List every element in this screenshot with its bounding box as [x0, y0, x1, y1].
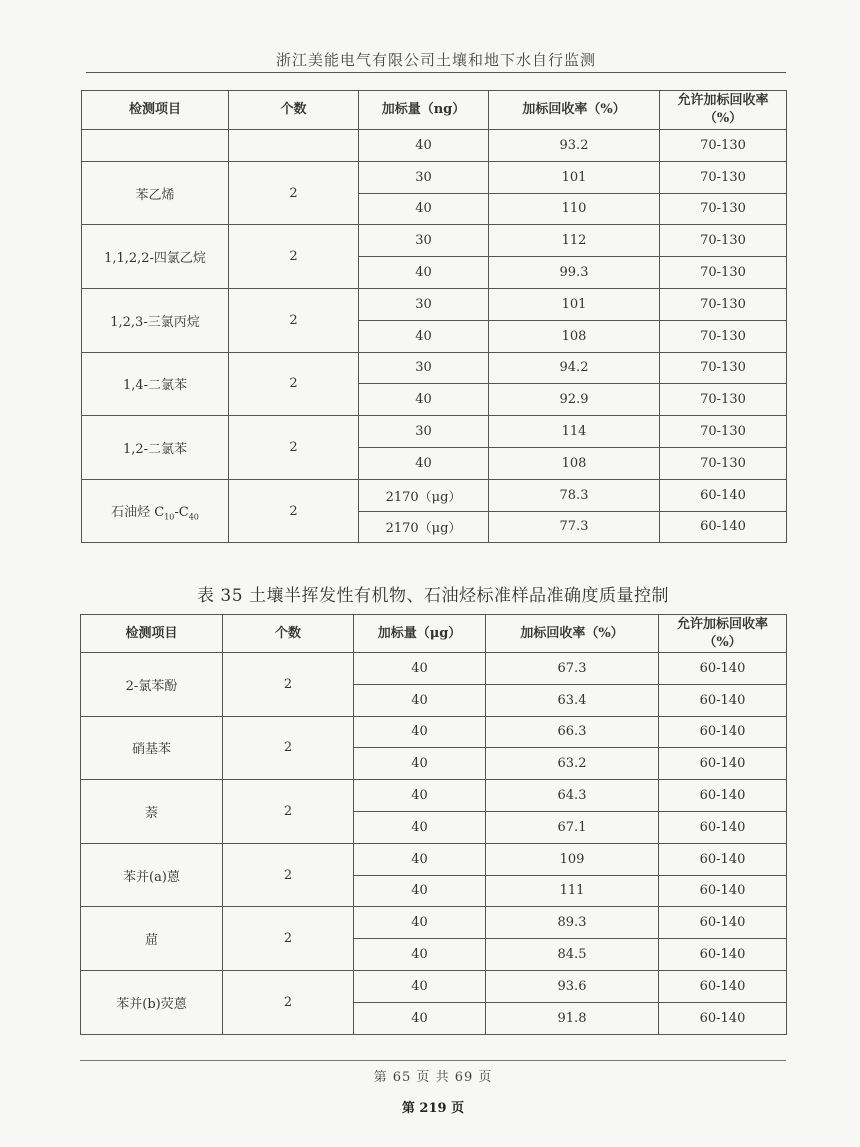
item-cell: 1,2-二氯苯	[82, 416, 229, 480]
recovery-cell: 67.3	[486, 653, 659, 685]
item-subscript: 40	[188, 512, 199, 522]
allowed-cell: 70-130	[660, 320, 787, 352]
recovery-cell: 114	[489, 416, 660, 448]
recovery-cell: 84.5	[486, 939, 659, 971]
recovery-cell: 63.4	[486, 684, 659, 716]
col-header-count: 个数	[223, 615, 354, 653]
page-number: 第 65 页 共 69 页	[373, 1070, 493, 1085]
item-cell: 苯乙烯	[82, 161, 229, 225]
allowed-cell: 60-140	[659, 780, 787, 812]
allowed-cell: 60-140	[659, 843, 787, 875]
spike-cell: 40	[359, 257, 489, 289]
spike-cell: 40	[354, 939, 486, 971]
table-row	[82, 416, 787, 448]
spike-cell: 30	[359, 352, 489, 384]
recovery-cell: 94.2	[489, 352, 660, 384]
item-cell: 2-氯苯酚	[81, 653, 223, 717]
spike-cell: 40	[359, 320, 489, 352]
count-cell: 2	[223, 843, 354, 907]
count-cell: 2	[223, 653, 354, 717]
recovery-cell: 110	[489, 193, 660, 225]
col-header-spike: 加标量（μg）	[354, 615, 486, 653]
allowed-cell: 70-130	[660, 225, 787, 257]
count-cell: 2	[223, 907, 354, 971]
table-row	[82, 288, 787, 320]
recovery-cell: 108	[489, 447, 660, 479]
overall-page-number: 第 219 页	[401, 1101, 465, 1116]
count-cell: 2	[229, 479, 359, 543]
allowed-cell: 60-140	[660, 511, 787, 543]
col-header-spike: 加标量（ng）	[359, 91, 489, 130]
recovery-cell: 92.9	[489, 384, 660, 416]
spike-cell: 2170（μg）	[359, 479, 489, 511]
allowed-cell: 70-130	[660, 161, 787, 193]
spike-cell: 30	[359, 416, 489, 448]
recovery-cell: 66.3	[486, 716, 659, 748]
recovery-cell: 64.3	[486, 780, 659, 812]
count-cell: 2	[223, 780, 354, 844]
table-caption: 表 35 土壤半挥发性有机物、石油烃标准样品准确度质量控制	[197, 586, 669, 606]
allowed-cell: 70-130	[660, 130, 787, 162]
footer-rule	[80, 1060, 786, 1061]
spike-cell: 40	[359, 130, 489, 162]
item-cell	[82, 130, 229, 162]
item-cell: 硝基苯	[81, 716, 223, 780]
recovery-cell: 99.3	[489, 257, 660, 289]
item-dash: -C	[174, 504, 189, 520]
allowed-cell: 60-140	[659, 684, 787, 716]
table-row	[81, 653, 787, 685]
spike-cell: 40	[359, 384, 489, 416]
allowed-cell: 60-140	[659, 653, 787, 685]
item-subscript: 10	[164, 512, 175, 522]
count-cell: 2	[223, 970, 354, 1034]
item-cell: 苯并(b)荧蒽	[81, 970, 223, 1034]
allowed-cell: 70-130	[660, 416, 787, 448]
col-header-item: 检测项目	[82, 91, 229, 130]
recovery-cell: 112	[489, 225, 660, 257]
recovery-cell: 78.3	[489, 479, 660, 511]
table-row	[82, 352, 787, 384]
recovery-cell: 101	[489, 288, 660, 320]
item-name: 石油烃 C	[111, 504, 165, 520]
allowed-cell: 60-140	[659, 716, 787, 748]
col-header-item: 检测项目	[81, 615, 223, 653]
allowed-cell: 70-130	[660, 384, 787, 416]
spike-cell: 40	[354, 875, 486, 907]
table-row	[81, 843, 787, 875]
spike-cell: 40	[354, 716, 486, 748]
recovery-cell: 91.8	[486, 1002, 659, 1034]
item-cell: 1,2,3-三氯丙烷	[82, 288, 229, 352]
table-row	[81, 716, 787, 748]
table-row	[82, 479, 787, 511]
count-cell: 2	[229, 352, 359, 416]
col-header-allowed-label: 允许加标回收率	[677, 93, 769, 108]
recovery-cell: 108	[489, 320, 660, 352]
table-row	[81, 907, 787, 939]
allowed-cell: 70-130	[660, 352, 787, 384]
item-cell: 萘	[81, 780, 223, 844]
item-cell: 䓛	[81, 907, 223, 971]
allowed-cell: 70-130	[660, 257, 787, 289]
spike-cell: 40	[359, 193, 489, 225]
table-row	[82, 161, 787, 193]
col-header-allowed	[660, 91, 787, 130]
count-cell: 2	[229, 288, 359, 352]
spike-cell: 40	[354, 970, 486, 1002]
item-cell: 1,4-二氯苯	[82, 352, 229, 416]
recovery-cell: 67.1	[486, 811, 659, 843]
spike-cell: 40	[354, 907, 486, 939]
spike-cell: 30	[359, 288, 489, 320]
page-header-title: 浙江美能电气有限公司土壤和地下水自行监测	[275, 51, 596, 69]
table-row	[81, 780, 787, 812]
recovery-cell: 63.2	[486, 748, 659, 780]
spike-cell: 30	[359, 161, 489, 193]
count-cell: 2	[229, 416, 359, 480]
recovery-cell: 89.3	[486, 907, 659, 939]
allowed-cell: 60-140	[659, 1002, 787, 1034]
recovery-cell: 93.6	[486, 970, 659, 1002]
recovery-cell: 93.2	[489, 130, 660, 162]
col-header-recovery: 加标回收率（%）	[489, 91, 660, 130]
allowed-cell: 60-140	[659, 875, 787, 907]
count-cell	[229, 130, 359, 162]
spike-cell: 40	[359, 447, 489, 479]
allowed-cell: 70-130	[660, 288, 787, 320]
header-rule	[86, 72, 786, 73]
table-row	[82, 130, 787, 162]
item-cell: 苯并(a)蒽	[81, 843, 223, 907]
col-header-allowed	[659, 615, 787, 653]
recovery-cell: 111	[486, 875, 659, 907]
spike-cell: 40	[354, 780, 486, 812]
allowed-cell: 60-140	[659, 748, 787, 780]
recovery-cell: 77.3	[489, 511, 660, 543]
spike-cell: 30	[359, 225, 489, 257]
count-cell: 2	[229, 161, 359, 225]
table-header-row	[82, 91, 787, 130]
item-cell	[82, 479, 229, 543]
spike-cell: 2170（μg）	[359, 511, 489, 543]
spike-cell: 40	[354, 748, 486, 780]
col-header-allowed-unit: （%）	[703, 111, 743, 126]
recovery-cell: 109	[486, 843, 659, 875]
recovery-cell: 101	[489, 161, 660, 193]
col-header-count: 个数	[229, 91, 359, 130]
allowed-cell: 60-140	[659, 939, 787, 971]
col-header-allowed-label: 允许加标回收率	[676, 616, 768, 632]
spike-cell: 40	[354, 684, 486, 716]
spike-recovery-table-2	[80, 614, 787, 1035]
allowed-cell: 60-140	[659, 907, 787, 939]
spike-cell: 40	[354, 1002, 486, 1034]
table-row	[82, 225, 787, 257]
spike-cell: 40	[354, 843, 486, 875]
table-row	[81, 970, 787, 1002]
col-header-recovery: 加标回收率（%）	[486, 615, 659, 653]
allowed-cell: 70-130	[660, 447, 787, 479]
allowed-cell: 60-140	[659, 811, 787, 843]
spike-cell: 40	[354, 653, 486, 685]
count-cell: 2	[229, 225, 359, 289]
table-header-row	[81, 615, 787, 653]
allowed-cell: 60-140	[659, 970, 787, 1002]
spike-cell: 40	[354, 811, 486, 843]
col-header-allowed-unit: （%）	[703, 634, 742, 650]
allowed-cell: 60-140	[660, 479, 787, 511]
spike-recovery-table-1	[81, 90, 787, 543]
allowed-cell: 70-130	[660, 193, 787, 225]
count-cell: 2	[223, 716, 354, 780]
item-cell: 1,1,2,2-四氯乙烷	[82, 225, 229, 289]
